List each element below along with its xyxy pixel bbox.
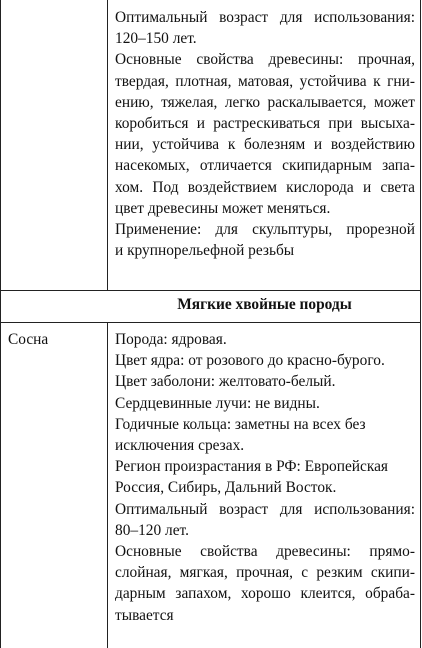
text-line: Оптимальный возраст для использования: <box>115 9 415 26</box>
text-line: Порода: ядровая. <box>115 331 227 348</box>
text-line: Основные свойства древесины: прочная, <box>115 51 415 69</box>
previous-species-properties <box>115 7 415 261</box>
text-line: нии, устойчива к болезням и воздействию <box>115 136 415 154</box>
text-line: ению, тяжелая, легко раскалывается, может <box>115 93 415 111</box>
text-line: насекомых, отличается скипидарным запа- <box>115 157 415 175</box>
text-line: Оптимальный возраст для использования: <box>115 500 415 518</box>
text-line: исключения срезах. <box>115 437 245 455</box>
text-line: хом. Под воздействием кислорода и света <box>115 178 415 196</box>
row-border-1 <box>0 290 421 291</box>
text-line: Россия, Сибирь, Дальний Восток. <box>115 479 337 497</box>
text-line: тывается <box>115 606 174 624</box>
section-title: Мягкие хвойные породы <box>177 296 352 313</box>
text-line: Регион произрастания в РФ: Европейская <box>115 458 389 476</box>
text-line: 120–150 лет. <box>115 30 197 48</box>
column-divider-top <box>107 0 108 290</box>
text-line: Основные свойства древесины: прямо- <box>115 543 415 561</box>
row-border-2 <box>0 322 421 323</box>
text-line: Сердцевинные лучи: не видны. <box>115 394 320 412</box>
text-line: Применение: для скульптуры, прорезной <box>115 221 415 239</box>
text-line: коробиться и растрескиваться при высыха- <box>115 115 415 133</box>
text-line: Цвет ядра: от розового до красно-бурого. <box>115 352 385 370</box>
text-line: Цвет заболони: желтовато-белый. <box>115 373 336 391</box>
text-line: твердая, плотная, матовая, устойчива к гни- <box>115 72 415 90</box>
text-line: и крупнорельефной резьбы <box>115 242 295 260</box>
text-line: дарным запахом, хорошо клеится, обраба- <box>115 585 415 603</box>
species-name: Сосна <box>8 331 49 348</box>
pine-properties <box>115 329 415 626</box>
table-border-right <box>420 0 421 648</box>
table-border-left <box>0 0 1 648</box>
text-line: слойная, мягкая, прочная, с резким скипи- <box>115 564 415 582</box>
column-divider-bottom <box>107 322 108 648</box>
text-line: цвет древесины может меняться. <box>115 199 331 217</box>
text-line: 80–120 лет. <box>115 521 189 539</box>
text-line: Годичные кольца: заметны на всех без <box>115 415 366 433</box>
